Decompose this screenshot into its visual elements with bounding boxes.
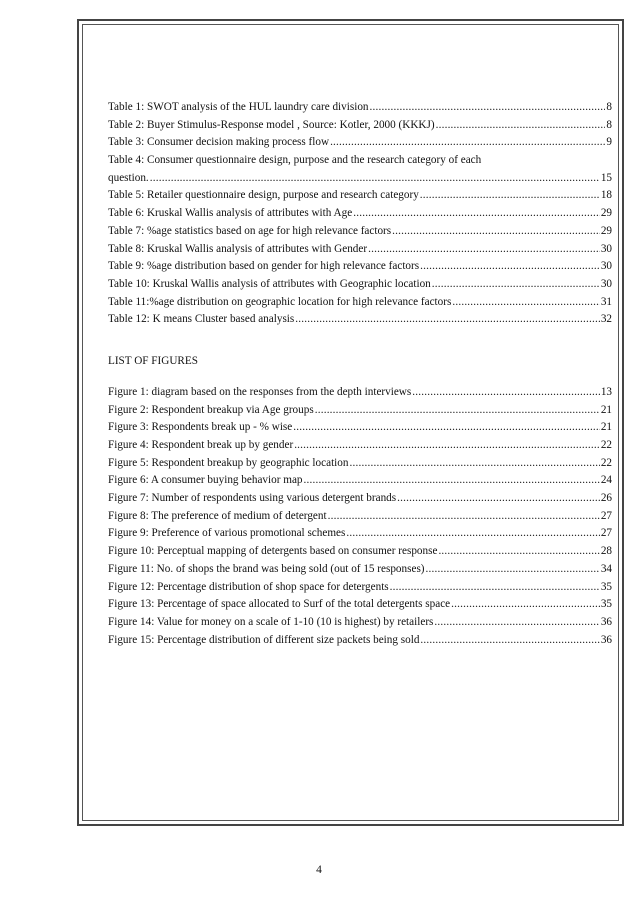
figure-entry-page: 36	[600, 633, 612, 646]
figure-entry-page: 21	[600, 403, 612, 416]
dot-leader	[420, 258, 600, 276]
dot-leader	[412, 384, 600, 402]
figure-entry	[108, 508, 612, 526]
table-entry-label: Table 9: %age distribution based on gender for high relevance factors	[108, 260, 420, 273]
table-entry-4	[108, 152, 612, 187]
table-entry-label: Table 8: Kruskal Wallis analysis of attributes with Gender	[108, 242, 368, 255]
figure-entry-page: 13	[600, 385, 612, 398]
figure-entry-label: Figure 11: No. of shops the brand was being sold (out of 15 responses)	[108, 562, 425, 575]
dot-leader	[432, 276, 600, 294]
figure-entry-page: 27	[600, 527, 612, 540]
figure-entry-label: Figure 8: The preference of medium of detergent	[108, 509, 327, 522]
figure-entry-page: 28	[600, 545, 612, 558]
table-entry	[108, 187, 612, 205]
table-entry-page: 30	[600, 242, 612, 255]
figure-entry	[108, 402, 612, 420]
figure-entry-label: Figure 14: Value for money on a scale of 1-10 (10 is highest) by retailers	[108, 615, 434, 628]
table-entry	[108, 241, 612, 259]
figure-entry	[108, 579, 612, 597]
dot-leader	[295, 311, 600, 329]
table-entry	[108, 99, 612, 117]
figure-entry	[108, 419, 612, 437]
dot-leader	[346, 525, 599, 543]
table-entry-4-line2	[108, 170, 612, 188]
table-entry-4-line1: Table 4: Consumer questionnaire design, purpose and the research category of each	[108, 154, 482, 167]
table-entry-label: Table 5: Retailer questionnaire design, purpose and research category	[108, 189, 419, 202]
dot-leader	[420, 187, 600, 205]
dot-leader	[293, 419, 600, 437]
figure-entry-label: Figure 12: Percentage distribution of shop space for detergents	[108, 580, 389, 593]
dot-leader	[315, 402, 600, 420]
table-entry	[108, 258, 612, 276]
table-entry	[108, 223, 612, 241]
dot-leader	[426, 561, 600, 579]
table-entry	[108, 134, 612, 152]
table-entry-page: 9	[606, 136, 612, 149]
dot-leader	[370, 99, 606, 117]
toc-content	[108, 99, 612, 649]
figure-entry-label: Figure 5: Respondent breakup by geographic location	[108, 456, 349, 469]
table-entry-page: 8	[606, 101, 612, 113]
table-entry	[108, 311, 612, 329]
list-of-tables-continued	[108, 187, 612, 329]
table-entry	[108, 276, 612, 294]
figure-entry-page: 34	[600, 562, 612, 575]
figure-entry	[108, 561, 612, 579]
table-entry-page: 29	[600, 207, 612, 220]
dot-leader	[368, 241, 600, 259]
figure-entry	[108, 632, 612, 650]
figure-entry	[108, 490, 612, 508]
figure-entry-label: Figure 4: Respondent break up by gender	[108, 439, 294, 451]
figure-entry-page: 36	[600, 615, 612, 628]
figure-entry	[108, 384, 612, 402]
figure-entry-label: Figure 10: Perceptual mapping of detergents based on consumer response	[108, 545, 438, 558]
figure-entry-page: 26	[600, 492, 612, 505]
table-entry	[108, 294, 612, 312]
dot-leader	[328, 508, 600, 526]
figure-entry-label: Figure 2: Respondent breakup via Age groups	[108, 403, 314, 416]
figures-heading: LIST OF FIGURES	[108, 354, 198, 367]
dot-leader	[436, 117, 606, 135]
list-of-tables	[108, 99, 612, 152]
dot-leader	[452, 294, 599, 312]
figure-entry	[108, 472, 612, 490]
table-entry-label: Table 1: SWOT analysis of the HUL laundry care division	[108, 101, 369, 113]
table-entry-label: question.	[108, 171, 149, 184]
figure-entry-label: Figure 7: Number of respondents using various detergent brands	[108, 492, 397, 505]
figure-entry-page: 24	[600, 474, 612, 487]
dot-leader	[304, 472, 600, 490]
figure-entry-label: Figure 3: Respondents break up - % wise	[108, 421, 293, 434]
figure-entry-label: Figure 9: Preference of various promotional schemes	[108, 527, 346, 540]
figure-entry	[108, 596, 612, 614]
table-entry-page: 31	[600, 295, 612, 308]
dot-leader	[397, 490, 600, 508]
dot-leader	[330, 134, 605, 152]
table-entry-label: Table 7: %age statistics based on age for high relevance factors	[108, 224, 392, 237]
table-entry-label: Table 12: K means Cluster based analysis	[108, 313, 295, 326]
table-entry-page: 18	[600, 189, 612, 202]
table-entry-label: Table 3: Consumer decision making process flow	[108, 136, 330, 149]
table-entry-page: 30	[600, 277, 612, 290]
figure-entry	[108, 525, 612, 543]
list-of-figures	[108, 384, 612, 649]
dot-leader	[349, 455, 599, 473]
dot-leader	[438, 543, 599, 561]
figure-entry-label: Figure 1: diagram based on the responses from the depth interviews	[108, 385, 412, 398]
table-entry-label: Table 6: Kruskal Wallis analysis of attributes with Age	[108, 207, 353, 220]
table-entry-label: Table 10: Kruskal Wallis analysis of attributes with Geographic location	[108, 277, 431, 290]
table-entry-page: 30	[600, 260, 612, 273]
figure-entry-page: 22	[600, 439, 612, 451]
figure-entry-page: 35	[600, 580, 612, 593]
table-entry-page: 15	[600, 171, 612, 184]
table-entry-page: 29	[600, 224, 612, 237]
figure-entry	[108, 543, 612, 561]
dot-leader	[451, 596, 600, 614]
figure-entry-page: 35	[600, 598, 612, 611]
table-entry-page: 8	[606, 118, 612, 131]
figure-entry	[108, 455, 612, 473]
figure-entry-label: Figure 15: Percentage distribution of different size packets being sold	[108, 633, 420, 646]
table-entry	[108, 205, 612, 223]
figure-entry	[108, 614, 612, 632]
figure-entry-label: Figure 13: Percentage of space allocated to Surf of the total detergents space	[108, 598, 451, 611]
table-entry-label: Table 2: Buyer Stimulus-Response model , Source: Kotler, 2000 (KKKJ)	[108, 118, 435, 131]
dot-leader	[392, 223, 600, 241]
page-number: 4	[316, 864, 322, 876]
figure-entry-page: 22	[600, 456, 612, 469]
dot-leader	[434, 614, 599, 632]
dot-leader	[294, 437, 600, 455]
figure-entry-page: 27	[600, 509, 612, 522]
figure-entry	[108, 437, 612, 455]
table-entry-label: Table 11:%age distribution on geographic location for high relevance factors	[108, 295, 452, 308]
dot-leader	[420, 632, 599, 650]
dot-leader	[353, 205, 600, 223]
figure-entry-label: Figure 6: A consumer buying behavior map	[108, 474, 303, 487]
table-entry	[108, 117, 612, 135]
figure-entry-page: 21	[600, 421, 612, 434]
dot-leader	[150, 170, 600, 188]
dot-leader	[390, 579, 600, 597]
table-entry-page: 32	[600, 313, 612, 326]
